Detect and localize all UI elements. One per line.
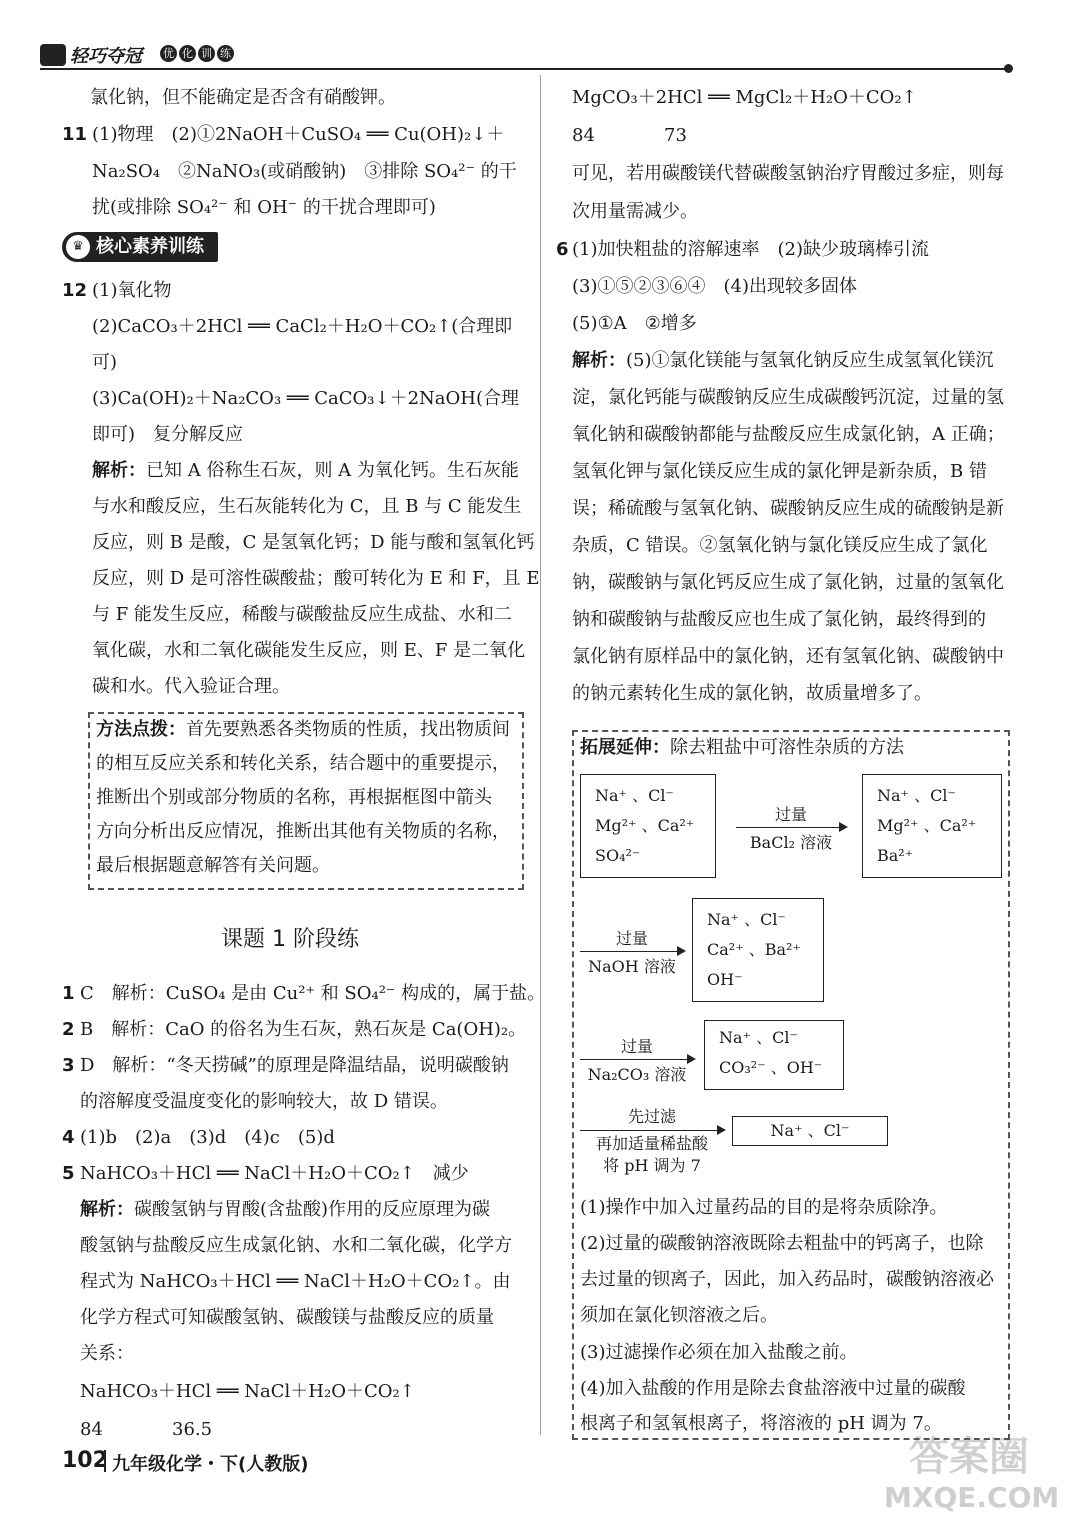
reagent-name: 将 pH 调为 7 <box>603 1156 701 1175</box>
ion-label: Na⁺ 、Cl⁻ <box>770 1121 850 1140</box>
answer-line: 扰(或排除 SO₄²⁻ 和 OH⁻ 的干扰合理即可) <box>92 197 436 218</box>
ion-label: Ba²⁺ <box>877 846 914 865</box>
analysis-line <box>572 349 994 373</box>
analysis-line: 淀，氯化钙能与碳酸钠反应生成碳酸钙沉淀，过量的氢 <box>572 387 1004 408</box>
answer-line: (2)CaCO₃＋2HCl ══ CaCl₂＋H₂O＋CO₂↑(合理即 <box>92 316 513 337</box>
arrow-line-icon <box>736 827 846 828</box>
note-line: 须加在氯化钡溶液之后。 <box>580 1305 778 1326</box>
answer-line: B 解析：CaO 的俗名为生石灰，熟石灰是 Ca(OH)₂。 <box>80 1019 527 1040</box>
tip-line: 方向分析出反应情况，推断出其他有关物质的名称， <box>96 821 510 842</box>
ion-label: CO₃²⁻ 、OH⁻ <box>719 1058 823 1077</box>
reaction-arrow <box>580 1106 724 1177</box>
analysis-line <box>92 459 519 483</box>
answer-line: D 解析：“冬天捞碱”的原理是降温结晶，说明碳酸钠 <box>80 1055 509 1076</box>
stage-title: 课题 1 阶段练 <box>221 927 359 952</box>
answer-line: 可) <box>92 352 118 373</box>
analysis-line: 的钠元素转化生成的氯化钠，故质量增多了。 <box>572 683 932 704</box>
arrow-line-icon <box>580 1130 724 1131</box>
answer-line: (3)①⑤②③⑥④ (4)出现较多固体 <box>572 276 857 297</box>
reagent-name: NaOH 溶液 <box>588 957 676 976</box>
analysis-label: 解析： <box>572 350 626 371</box>
header-badge: 化 <box>179 45 196 62</box>
ion-box <box>704 1020 844 1090</box>
header-badge: 练 <box>217 45 234 62</box>
watermark-text: 答案圈 <box>909 1434 1029 1480</box>
reagent-name: 再加适量稀盐酸 <box>595 1134 708 1153</box>
header-brand: 轻巧夺冠 <box>70 46 142 67</box>
header-badges <box>160 45 234 62</box>
note-line: (4)加入盐酸的作用是除去食盐溶液中过量的碳酸 <box>580 1378 966 1399</box>
book-title: 九年级化学・下(人教版) <box>112 1454 309 1475</box>
column-divider <box>540 75 541 1435</box>
answer-line: 的溶解度受温度变化的影响较大，故 D 错误。 <box>80 1091 448 1112</box>
question-number: 11 <box>62 124 88 145</box>
ion-box <box>862 774 1002 878</box>
section-heading-text: 核心素养训练 <box>96 236 204 257</box>
footer-divider <box>104 1450 106 1472</box>
analysis-line: 碳和水。代入验证合理。 <box>92 676 290 697</box>
analysis-text: (5)①氯化镁能与氢氧化钠反应生成氢氧化镁沉 <box>626 350 994 371</box>
ion-box <box>580 774 716 878</box>
ion-box <box>692 898 824 1002</box>
analysis-line: 杂质，C 错误。②氢氧化钠与氯化镁反应生成了氯化 <box>572 535 988 556</box>
analysis-label: 解析： <box>92 460 146 481</box>
analysis-line: 钠，碳酸钠与氯化钙反应生成了氯化钠，过量的氢氧化 <box>572 572 1004 593</box>
answer-line: (1)b (2)a (3)d (4)c (5)d <box>80 1127 335 1148</box>
analysis-line: 反应，则 D 是可溶性碳酸盐；酸可转化为 E 和 F，且 E <box>92 568 540 589</box>
answer-line: Na₂SO₄ ②NaNO₃(或硝酸钠) ③排除 SO₄²⁻ 的干 <box>92 161 517 182</box>
question-number: 4 <box>62 1127 75 1148</box>
question-number: 5 <box>62 1163 75 1184</box>
equation-line: MgCO₃＋2HCl ══ MgCl₂＋H₂O＋CO₂↑ <box>572 87 917 108</box>
reagent-amount: 过量 <box>620 1037 653 1056</box>
ion-label: Mg²⁺ 、Ca²⁺ <box>595 816 695 835</box>
answer-line: (1)氧化物 <box>92 280 172 301</box>
ion-box <box>732 1116 888 1146</box>
reagent-amount: 先过滤 <box>627 1107 676 1126</box>
mass-value: 84 <box>80 1419 103 1440</box>
extension-heading <box>580 736 904 760</box>
extension-title: 除去粗盐中可溶性杂质的方法 <box>670 737 904 758</box>
note-line: (1)操作中加入过量药品的目的是将杂质除净。 <box>580 1197 948 1218</box>
analysis-line: 程式为 NaHCO₃＋HCl ══ NaCl＋H₂O＋CO₂↑。由 <box>80 1271 511 1292</box>
arrow-line-icon <box>580 951 684 952</box>
reaction-arrow <box>736 802 846 853</box>
tip-line <box>96 718 510 742</box>
mass-value: 73 <box>664 125 687 146</box>
mass-value: 36.5 <box>172 1419 213 1440</box>
reagent-amount: 过量 <box>774 805 807 824</box>
section-heading <box>62 232 218 262</box>
analysis-text: 已知 A 俗称生石灰，则 A 为氧化钙。生石灰能 <box>146 460 519 481</box>
header-badge: 优 <box>160 45 177 62</box>
text-line: 次用量需减少。 <box>572 201 698 222</box>
reagent-amount: 过量 <box>615 929 648 948</box>
analysis-line: 钠和碳酸钠与盐酸反应也生成了氯化钠，最终得到的 <box>572 609 986 630</box>
extension-label: 拓展延伸： <box>580 737 670 758</box>
note-line: (2)过量的碳酸钠溶液既除去粗盐中的钙离子，也除 <box>580 1233 984 1254</box>
header-rule <box>40 68 1008 70</box>
ion-label: Na⁺ 、Cl⁻ <box>707 910 786 929</box>
analysis-label: 解析： <box>80 1199 134 1220</box>
analysis-line: 氯化钠有原样品中的氯化钠，还有氢氧化钠、碳酸钠中 <box>572 646 1004 667</box>
tip-line: 的相互反应关系和转化关系，结合题中的重要提示， <box>96 753 510 774</box>
answer-line: C 解析：CuSO₄ 是由 Cu²⁺ 和 SO₄²⁻ 构成的，属于盐。 <box>80 983 546 1004</box>
text-line: 可见，若用碳酸镁代替碳酸氢钠治疗胃酸过多症，则每 <box>572 163 1004 184</box>
answer-line: (5)①A ②增多 <box>572 313 697 334</box>
header-badge: 训 <box>198 45 215 62</box>
analysis-line: 与 F 能发生反应，稀酸与碳酸盐反应生成盐、水和二 <box>92 604 512 625</box>
question-number: 3 <box>62 1055 75 1076</box>
ion-label: Mg²⁺ 、Ca²⁺ <box>877 816 977 835</box>
ion-label: Na⁺ 、Cl⁻ <box>877 786 956 805</box>
answer-line: (3)Ca(OH)₂＋Na₂CO₃ ══ CaCO₃↓＋2NaOH(合理 <box>92 388 520 409</box>
watermark-logo <box>884 1432 1060 1522</box>
answer-line: (1)加快粗盐的溶解速率 (2)缺少玻璃棒引流 <box>572 239 929 260</box>
analysis-line: 关系： <box>80 1343 134 1364</box>
ion-label: Ca²⁺ 、Ba²⁺ <box>707 940 801 959</box>
equation-line: NaHCO₃＋HCl ══ NaCl＋H₂O＋CO₂↑ <box>80 1381 415 1402</box>
note-line: 去过量的钡离子，因此，加入药品时，碳酸钠溶液必 <box>580 1269 994 1290</box>
question-number: 1 <box>62 983 75 1004</box>
ion-label: Na⁺ 、Cl⁻ <box>719 1028 798 1047</box>
analysis-line: 氧化钠和碳酸钠都能与盐酸反应生成氯化钠，A 正确； <box>572 424 1005 445</box>
analysis-line: 化学方程式可知碳酸氢钠、碳酸镁与盐酸反应的质量 <box>80 1307 494 1328</box>
analysis-text: 碳酸氢钠与胃酸(含盐酸)作用的反应原理为碳 <box>134 1199 491 1220</box>
question-number: 2 <box>62 1019 75 1040</box>
analysis-line: 误；稀硫酸与氢氧化钠、碳酸钠反应生成的硫酸钠是新 <box>572 498 1004 519</box>
analysis-line: 氢氧化钾与氯化镁反应生成的氯化钾是新杂质，B 错 <box>572 461 987 482</box>
ion-label: Na⁺ 、Cl⁻ <box>595 786 674 805</box>
arrow-line-icon <box>580 1059 694 1060</box>
note-line: 根离子和氢氧根离子，将溶液的 pH 调为 7。 <box>580 1413 942 1434</box>
crown-icon: ♛ <box>66 235 90 259</box>
ion-label: SO₄²⁻ <box>595 846 641 865</box>
watermark-url: MXQE.COM <box>884 1481 1060 1514</box>
analysis-line: 反应，则 B 是酸，C 是氢氧化钙；D 能与酸和氢氧化钙 <box>92 532 535 553</box>
analysis-line: 氧化碳，水和二氧化碳能发生反应，则 E、F 是二氧化 <box>92 640 526 661</box>
header-logo <box>40 44 66 66</box>
analysis-line: 酸氢钠与盐酸反应生成氯化钠、水和二氧化碳，化学方 <box>80 1235 512 1256</box>
header-rule-dot <box>1004 64 1013 73</box>
analysis-line <box>80 1198 490 1222</box>
ion-label: OH⁻ <box>707 970 743 989</box>
reagent-name: BaCl₂ 溶液 <box>749 833 833 852</box>
tip-label: 方法点拨： <box>96 719 186 740</box>
reaction-arrow <box>580 926 684 977</box>
text-line: 氯化钠，但不能确定是否含有硝酸钾。 <box>90 87 396 108</box>
answer-line: 即可) 复分解反应 <box>92 424 244 445</box>
answer-line: NaHCO₃＋HCl ══ NaCl＋H₂O＋CO₂↑ 减少 <box>80 1163 469 1184</box>
reagent-name: Na₂CO₃ 溶液 <box>587 1065 687 1084</box>
tip-line: 最后根据题意解答有关问题。 <box>96 855 330 876</box>
reaction-arrow <box>580 1034 694 1085</box>
tip-line: 推断出个别或部分物质的名称，再根据框图中箭头 <box>96 787 492 808</box>
analysis-line: 与水和酸反应，生石灰能转化为 C，且 B 与 C 能发生 <box>92 496 522 517</box>
mass-value: 84 <box>572 125 595 146</box>
question-number: 6 <box>556 239 569 260</box>
page-number: 102 <box>62 1448 108 1473</box>
answer-line: (1)物理 (2)①2NaOH＋CuSO₄ ══ Cu(OH)₂↓＋ <box>92 124 505 145</box>
question-number: 12 <box>62 280 88 301</box>
note-line: (3)过滤操作必须在加入盐酸之前。 <box>580 1342 858 1363</box>
tip-text: 首先要熟悉各类物质的性质，找出物质间 <box>186 719 510 740</box>
